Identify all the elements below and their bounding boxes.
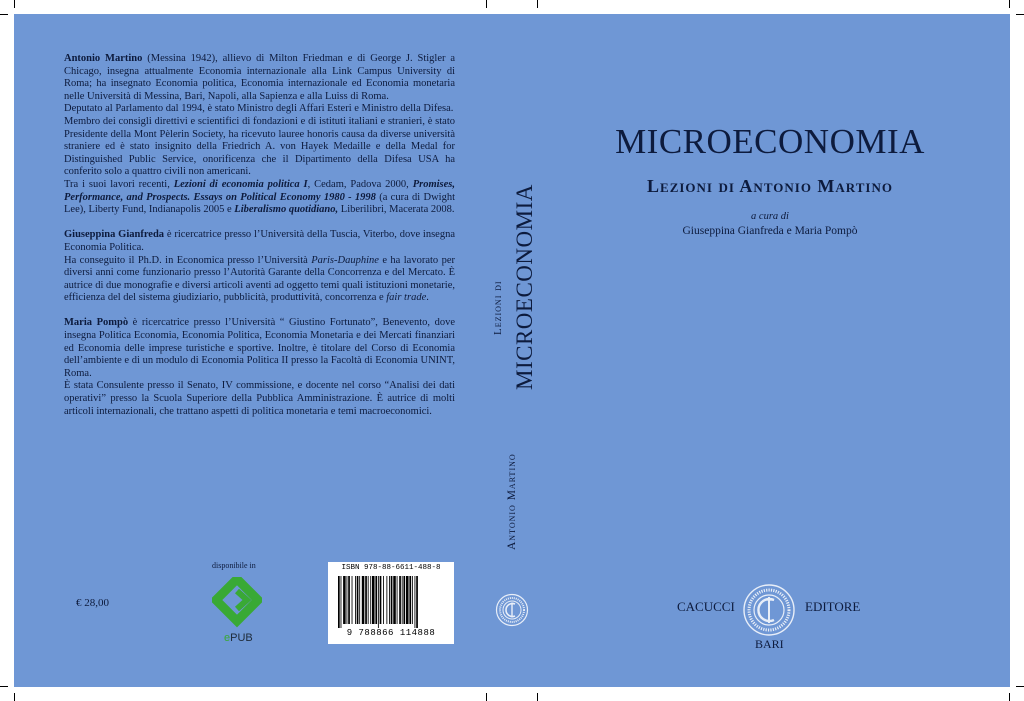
barcode	[328, 562, 454, 644]
available-in-label: disponibile in	[212, 561, 256, 570]
gianfreda-bio-p2: Ha conseguito il Ph.D. in Economica presso l’Università Paris-Dauphine e ha lavorato per diversi anni come funzionario presso l’Autorità Garante della Concorrenza e del Mercato. È autrice di due monografie e diversi articoli aventi ad oggetto temi quali istituzioni monetarie, efficienza del del sistema giudiziario, pubblicità, produttività, concorrenza e fair trade.	[64, 254, 455, 304]
crop-mark	[1009, 693, 1010, 701]
martino-bio-p3: Membro dei consigli direttivi e scientifici di fondazioni e di istituti italiani e stranieri, è stato Presidente della Mont Pèlerin Society, ha ricevuto lauree honoris causa da diverse università straniere ed è stato insignito della Friedrich A. von Hayek Medaille e della Medal for Distinguished Public Service, onorificenza che il Dipartimento della Difesa USA ha conferito solo a quattro civili non americani.	[64, 115, 455, 178]
spine-author: Antonio Martino	[506, 453, 518, 550]
crop-mark	[537, 0, 538, 8]
barcode-number: 9 788866 114888	[346, 628, 436, 638]
crop-mark	[1016, 14, 1024, 15]
book-subtitle: Lezioni di Antonio Martino	[647, 176, 893, 196]
crop-mark	[537, 693, 538, 701]
crop-mark	[1009, 0, 1010, 8]
editor-name: Maria Pompò	[64, 317, 129, 329]
crop-mark	[1016, 686, 1024, 687]
martino-works: Tra i suoi lavori recenti, Lezioni di economia politica I, Cedam, Padova 2000, Promises, Performance, and Prospects. Essays on Political Economy 1980 - 1998 (a cura di Dwight Lee), Liberty Fund, Indianapolis 2005 e Liberalismo quotidiano, Liberilibri, Macerata 2008.	[64, 178, 455, 216]
spine-title: MICROECONOMIA	[512, 184, 537, 390]
crop-mark	[0, 686, 8, 687]
epub-label: ePUB	[224, 632, 253, 644]
barcode-icon	[338, 576, 444, 628]
cacucci-emblem-icon	[742, 583, 796, 642]
publisher-suffix: EDITORE	[805, 599, 861, 614]
crop-mark	[486, 0, 487, 8]
author-name: Antonio Martino	[64, 53, 143, 64]
edited-by-label: a cura di	[751, 211, 789, 222]
editor-name: Giuseppina Gianfreda	[64, 229, 165, 241]
pompo-bio-p2: È stata Consulente presso il Senato, IV commissione, e docente nel corso “Analisi dei dati operativi” presso la Scuola Superiore della Pubblica Amministrazione. È autrice di molti articoli internazionali, che trattano aspetti di politica monetaria e temi macroeconomici.	[64, 380, 455, 417]
back-cover-text	[64, 53, 455, 418]
crop-mark	[486, 693, 487, 701]
pompo-bio: Maria Pompò è ricercatrice presso l’Università “ Giustino Fortunato”, Benevento, dove insegna Politica Economia, Economia Politica, Economia Monetaria e dei Mercati finanziari ed Economia delle imprese turistiche e sportive. Inoltre, è titolare del Corso di Economia dell’ambiente e di un modulo di Economia Politica II presso la Facoltà di Economia UNINT, Roma.	[64, 317, 455, 379]
publisher-city: BARI	[755, 637, 784, 651]
crop-mark	[14, 0, 15, 8]
crop-mark	[14, 693, 15, 701]
cacucci-emblem-icon	[495, 593, 529, 632]
martino-bio: Antonio Martino (Messina 1942), allievo di Milton Friedman e di George J. Stigler a Chicago, insegna attualmente Economia internazionale alla Link Campus University di Roma; ha insegnato Economia politica, Economia internazionale ed Economia monetaria nelle Università di Messina, Bari, Napoli, alla Sapienza e alla Luiss di Roma.	[64, 53, 456, 102]
gianfreda-bio: Giuseppina Gianfreda è ricercatrice presso l’Università della Tuscia, Viterbo, dove insegna Economia Politica.	[64, 229, 456, 253]
martino-bio-p2: Deputato al Parlamento dal 1994, è stato Ministro degli Affari Esteri e Ministro della Difesa.	[64, 103, 454, 115]
crop-mark	[0, 14, 8, 15]
book-title: MICROECONOMIA	[615, 122, 925, 161]
editors: Giuseppina Gianfreda e Maria Pompò	[682, 225, 858, 237]
epub-logo-icon	[212, 577, 262, 634]
publisher-name: CACUCCI	[677, 599, 735, 614]
isbn-text: ISBN 978-88-6611-488-8	[341, 564, 441, 572]
price: € 28,00	[76, 597, 109, 609]
spine-subtitle: Lezioni di	[492, 280, 504, 335]
